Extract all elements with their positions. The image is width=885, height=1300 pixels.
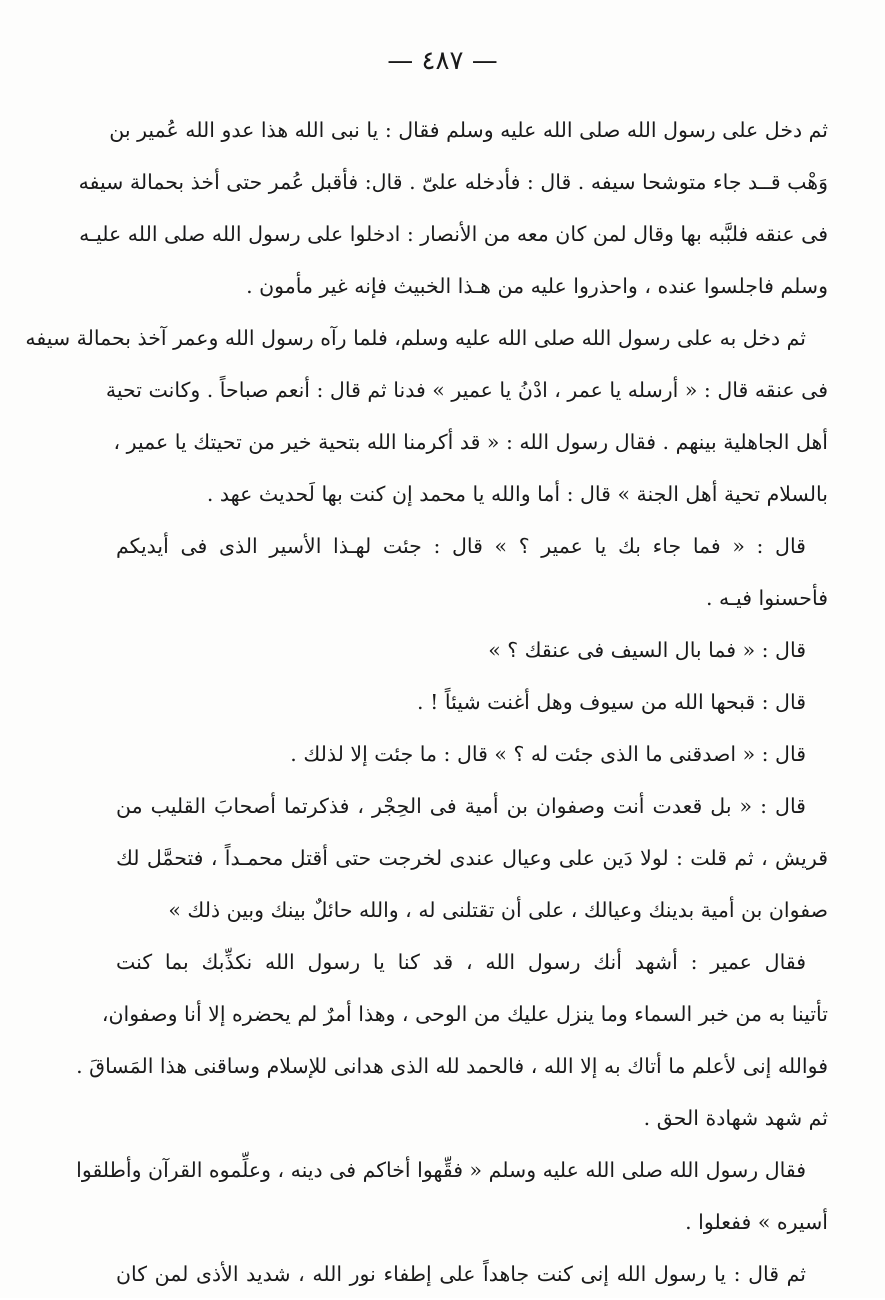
text-line: وَهْب قــد جاء متوشحا سيفه . قال : فأدخله علىّ . قال: فأقبل عُمر حتى أخذ بحمالة سيفه [78, 170, 828, 194]
text-line: قريش ، ثم قلت : لولا دَين على وعيال عندى لخرجت حتى أقتل محمـداً ، فتحمَّل لك [116, 846, 828, 870]
text-line: فوالله إنى لأعلم ما أتاك به إلا الله ، فالحمد لله الذى هدانى للإسلام وساقنى هذا المَساقَ . [76, 1054, 828, 1078]
text-line: أسيره » ففعلوا . [685, 1210, 828, 1234]
text-line: قال : « فما بال السيف فى عنقك ؟ » [488, 638, 806, 662]
text-line: فى عنقه قال : « أرسله يا عمر ، ادْنُ يا عمير » فدنا ثم قال : أنعم صباحاً . وكانت تحية [105, 378, 828, 402]
body-text [25, 104, 828, 1300]
text-line: فقال رسول الله صلى الله عليه وسلم « فقِّهوا أخاكم فى دينه ، وعلِّموه القرآن وأطلقوا [76, 1158, 806, 1182]
text-line: ثم دخل به على رسول الله صلى الله عليه وسلم، فلما رآه رسول الله وعمر آخذ بحمالة سيفه [25, 326, 806, 350]
text-line: ثم قال : يا رسول الله إنى كنت جاهداً على إطفاء نور الله ، شديد الأذى لمن كان [116, 1262, 806, 1286]
text-line: فقال عمير : أشهد أنك رسول الله ، قد كنا يا رسول الله نكذِّبك بما كنت [116, 950, 806, 974]
text-line: قال : « اصدقنى ما الذى جئت له ؟ » قال : ما جئت إلا لذلك . [290, 742, 806, 766]
text-line: فى عنقه فلبَّبه بها وقال لمن كان معه من الأنصار : ادخلوا على رسول الله صلى الله عليـه [79, 222, 828, 246]
text-line: بالسلام تحية أهل الجنة » قال : أما والله يا محمد إن كنت بها لَحديث عهد . [206, 482, 828, 506]
text-line: فأحسنوا فيـه . [705, 586, 828, 610]
text-line: أهل الجاهلية بينهم . فقال رسول الله : « قد أكرمنا الله بتحية خير من تحيتك يا عمير ، [113, 430, 828, 454]
text-line: قال : قبحها الله من سيوف وهل أغنت شيئاً ! . [417, 690, 806, 714]
text-line: ثم شهد شهادة الحق . [643, 1106, 828, 1130]
text-line: صفوان بن أمية بدينك وعيالك ، على أن تقتلنى له ، والله حائلٌ بينك وبين ذلك » [168, 898, 828, 922]
text-line: قال : « فما جاء بك يا عمير ؟ » قال : جئت لهـذا الأسير الذى فى أيديكم [116, 534, 806, 558]
text-line: تأتينا به من خبر السماء وما ينزل عليك من الوحى ، وهذا أمرٌ لم يحضره إلا أنا وصفوان، [101, 1002, 828, 1026]
text-line: ثم دخل على رسول الله صلى الله عليه وسلم فقال : يا نبى الله هذا عدو الله عُمير بن [109, 118, 828, 142]
text-line: وسلم فاجلسوا عنده ، واحذروا عليه من هـذا الخبيث فإنه غير مأمون . [246, 274, 828, 298]
text-line: قال : « بل قعدت أنت وصفوان بن أمية فى الحِجْر ، فذكرتما أصحابَ القليب من [116, 794, 806, 818]
page-number: — ٤٨٧ — [387, 46, 498, 76]
